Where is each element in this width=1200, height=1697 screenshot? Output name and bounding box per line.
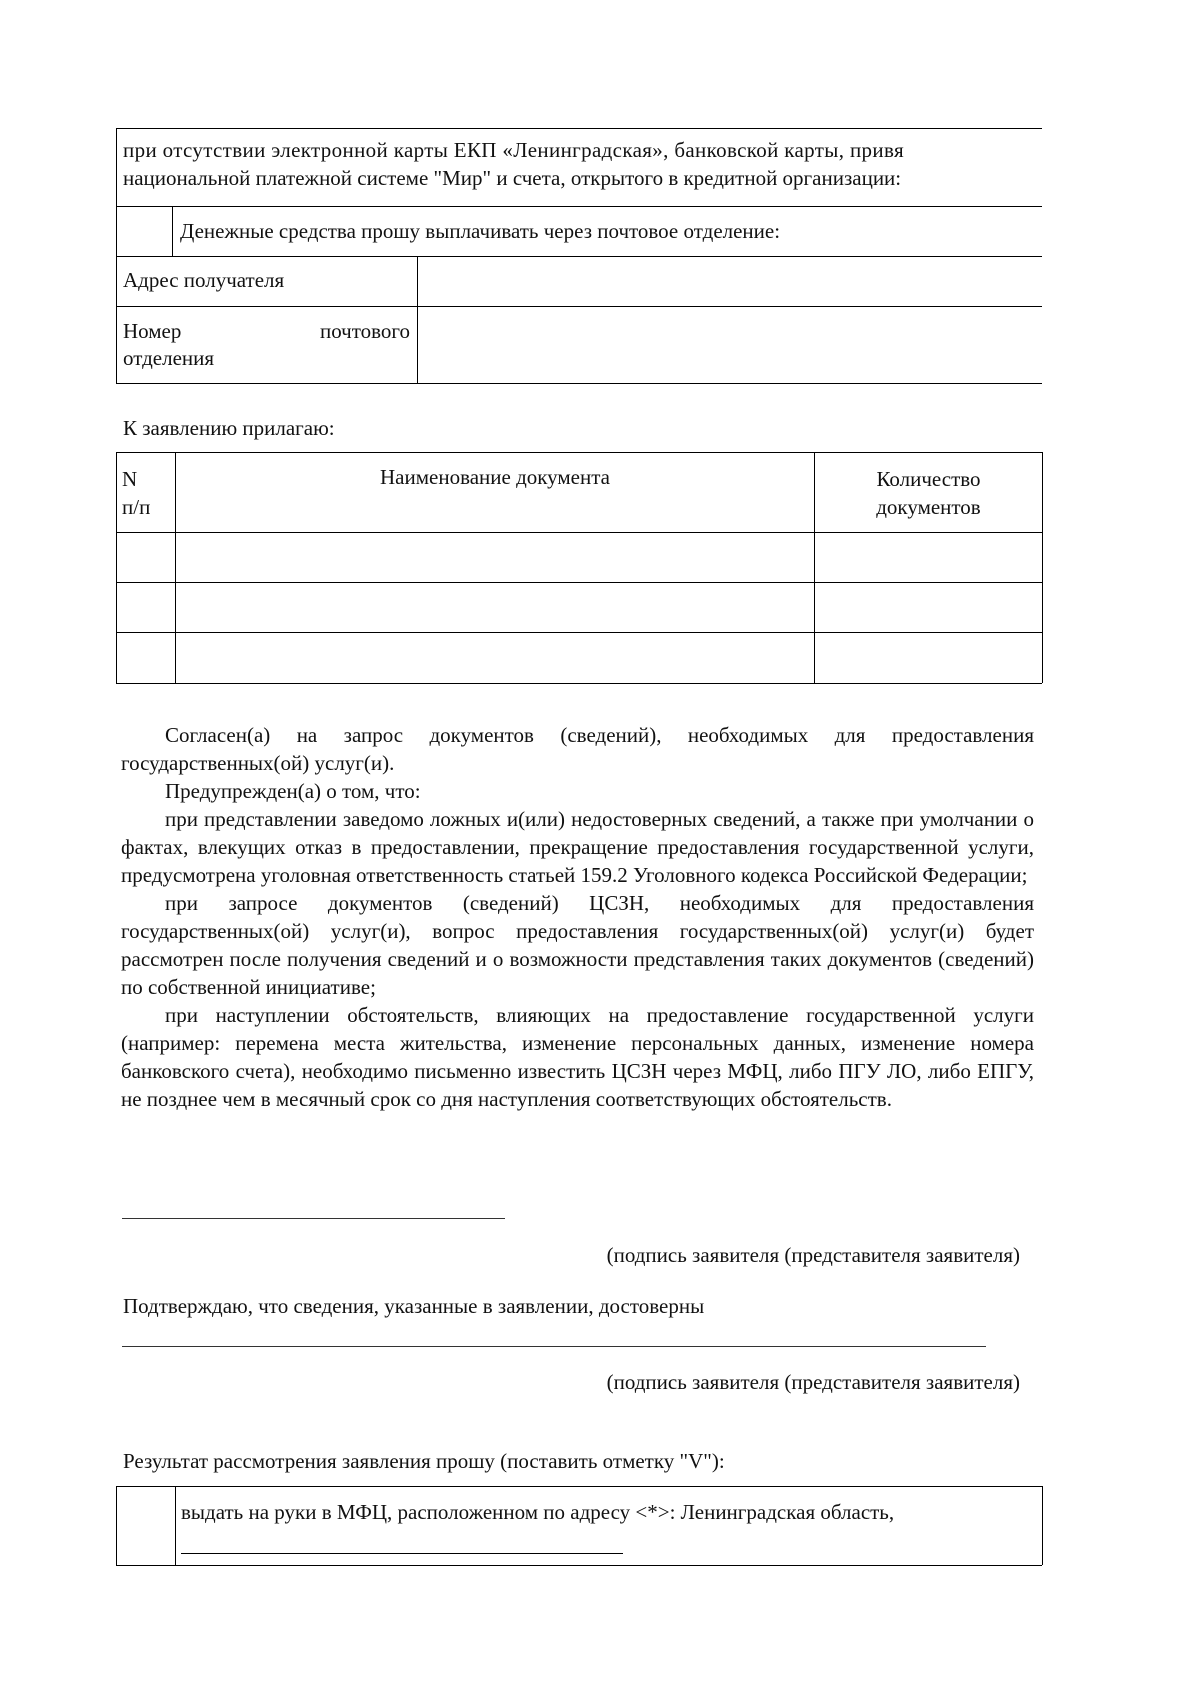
table-row-3-qty[interactable] [815,633,1042,683]
consent-paragraph-4: при запросе документов (сведений) ЦСЗН, необходимых для предоставления государственных(ой) услуг(и), вопрос предоставления государственных(ой) услуг(и) будет рассмотрен после получения сведений и о возможности представления таких документов (сведений) по собственной инициативе; [121,891,1034,999]
consent-paragraph-1: Согласен(а) на запрос документов (сведений), необходимых для предоставления государственных(ой) услуг(и). [121,723,1034,775]
col-header-num-line2: п/п [122,495,151,519]
table-row-2-name[interactable] [176,583,814,632]
post-office-label [123,318,410,372]
table-row-2-num[interactable] [117,583,175,632]
table-row-3-num[interactable] [117,633,175,683]
postal-option-checkbox[interactable] [117,207,172,256]
col-header-name: Наименование документа [380,465,610,489]
attachments-heading: К заявлению прилагаю: [123,416,335,440]
confirm-text: Подтверждаю, что сведения, указанные в заявлении, достоверны [123,1294,705,1318]
payment-intro-line2: национальной платежной системе "Мир" и счета, открытого в кредитной организации: [123,166,902,190]
consent-paragraph-5: при наступлении обстоятельств, влияющих на предоставление государственной услуги (например: перемена места жительства, изменение персональных данных, изменение номера банковского счета), необходимо письменно известить ЦСЗН через МФЦ, либо ПГУ ЛО, либо ЕПГУ, не позднее чем в месячный срок со дня наступления соответствующих обстоятельств. [121,1003,1034,1111]
table-row-1-qty[interactable] [815,533,1042,582]
consent-paragraph-3: при представлении заведомо ложных и(или) недостоверных сведений, а также при умолчании о фактах, влекущих отказ в предоставлении, прекращение предоставления государственной услуги, предусмотрена уголовная ответственность статьей 159.2 Уголовного кодекса Российской Федерации; [121,807,1034,887]
signature-caption-2: (подпись заявителя (представителя заявителя) [606,1370,1020,1394]
signature-line-1[interactable] [122,1218,505,1219]
table-row-1-num[interactable] [117,533,175,582]
result-option-1-text: выдать на руки в МФЦ, расположенном по адресу <*>: Ленинградская область, [181,1500,895,1524]
col-header-qty-line1: Количество [876,467,981,491]
payment-intro-line1: при отсутствии электронной карты ЕКП «Ленинградская», банковской карты, привя [123,138,904,162]
col-header-num-line1: N [122,467,138,491]
col-header-qty [815,465,1042,521]
table-row-3-name[interactable] [176,633,814,683]
post-office-label-word3: отделения [123,346,215,370]
result-option-1-address-line[interactable] [181,1553,623,1554]
signature-line-2[interactable] [122,1346,986,1347]
consent-paragraph-2: Предупрежден(а) о том, что: [165,779,421,803]
address-label: Адрес получателя [123,268,285,292]
result-heading: Результат рассмотрения заявления прошу (поставить отметку "V"): [123,1449,725,1473]
col-header-num [122,465,150,521]
post-office-field[interactable] [418,307,1042,383]
address-field[interactable] [418,257,1042,306]
col-header-qty-line2: документов [876,495,981,519]
table-row-2-qty[interactable] [815,583,1042,632]
result-option-1-checkbox[interactable] [117,1487,175,1565]
post-office-label-word1: Номер [123,319,182,343]
postal-option-text: Денежные средства прошу выплачивать через почтовое отделение: [180,219,781,243]
signature-caption-1: (подпись заявителя (представителя заявителя) [606,1243,1020,1267]
table-row-1-name[interactable] [176,533,814,582]
consent-text [121,721,1034,1113]
post-office-label-word2: почтового [319,319,410,343]
